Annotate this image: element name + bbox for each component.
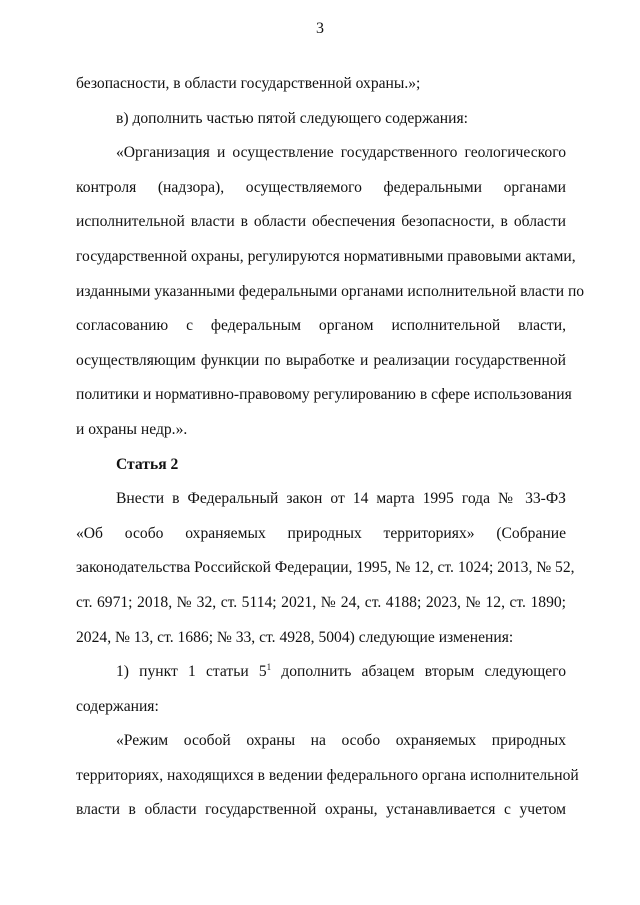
text-line: и охраны недр.». [76,420,188,438]
paragraph-p1 [76,67,566,102]
text-line: контроля (надзора), осуществляемого федеральными органами [76,178,566,196]
text-line: в) дополнить частью пятой следующего содержания: [116,109,468,127]
text-line: ст. 6971; 2018, № 32, ст. 5114; 2021, № 24, ст. 4188; 2023, № 12, ст. 1890; [76,593,566,611]
text-line: территориях, находящихся в ведении федерального органа исполнительной [76,766,579,784]
text-line: 2024, № 13, ст. 1686; № 33, ст. 4928, 5004) следующие изменения: [76,628,514,646]
text-line: исполнительной власти в области обеспечения безопасности, в области [76,213,566,231]
paragraph-p4 [76,482,575,655]
paragraph-p3 [76,136,585,447]
page-number: 3 [316,20,324,37]
paragraph-p6 [76,724,579,828]
paragraph-p2 [76,102,566,137]
text-line: государственной охраны, регулируются нормативными правовыми актами, [76,247,576,265]
text-line: содержания: [76,697,159,715]
text-line: изданными указанными федеральными органами исполнительной власти по [76,282,585,300]
text-line: согласованию с федеральным органом исполнительной власти, [76,317,566,335]
text-line: «Режим особой охраны на особо охраняемых природных [116,732,566,750]
text-line: осуществляющим функции по выработке и реализации государственной [76,351,566,369]
text-line: власти в области государственной охраны, устанавливается с учетом [76,801,566,819]
document-body [76,67,585,828]
paragraph-p5 [76,655,566,724]
text-line: законодательства Российской Федерации, 1995, № 12, ст. 1024; 2013, № 52, [76,559,575,577]
text-line: «Организация и осуществление государственного геологического [116,144,566,162]
text-line: 1) пункт 1 статьи $5^1$ дополнить абзацем вторым следующего [116,662,566,681]
superscript: 1 [266,662,272,673]
text-line: безопасности, в области государственной охраны.»; [76,75,421,92]
text-line: политики и нормативно-правовому регулированию в сфере использования [76,386,572,404]
text-line: «Об особо охраняемых природных территориях» (Собрание [76,524,566,542]
text-line: Внести в Федеральный закон от 14 марта 1995 года № 33-ФЗ [116,490,566,508]
article-heading: Статья 2 [116,455,179,473]
